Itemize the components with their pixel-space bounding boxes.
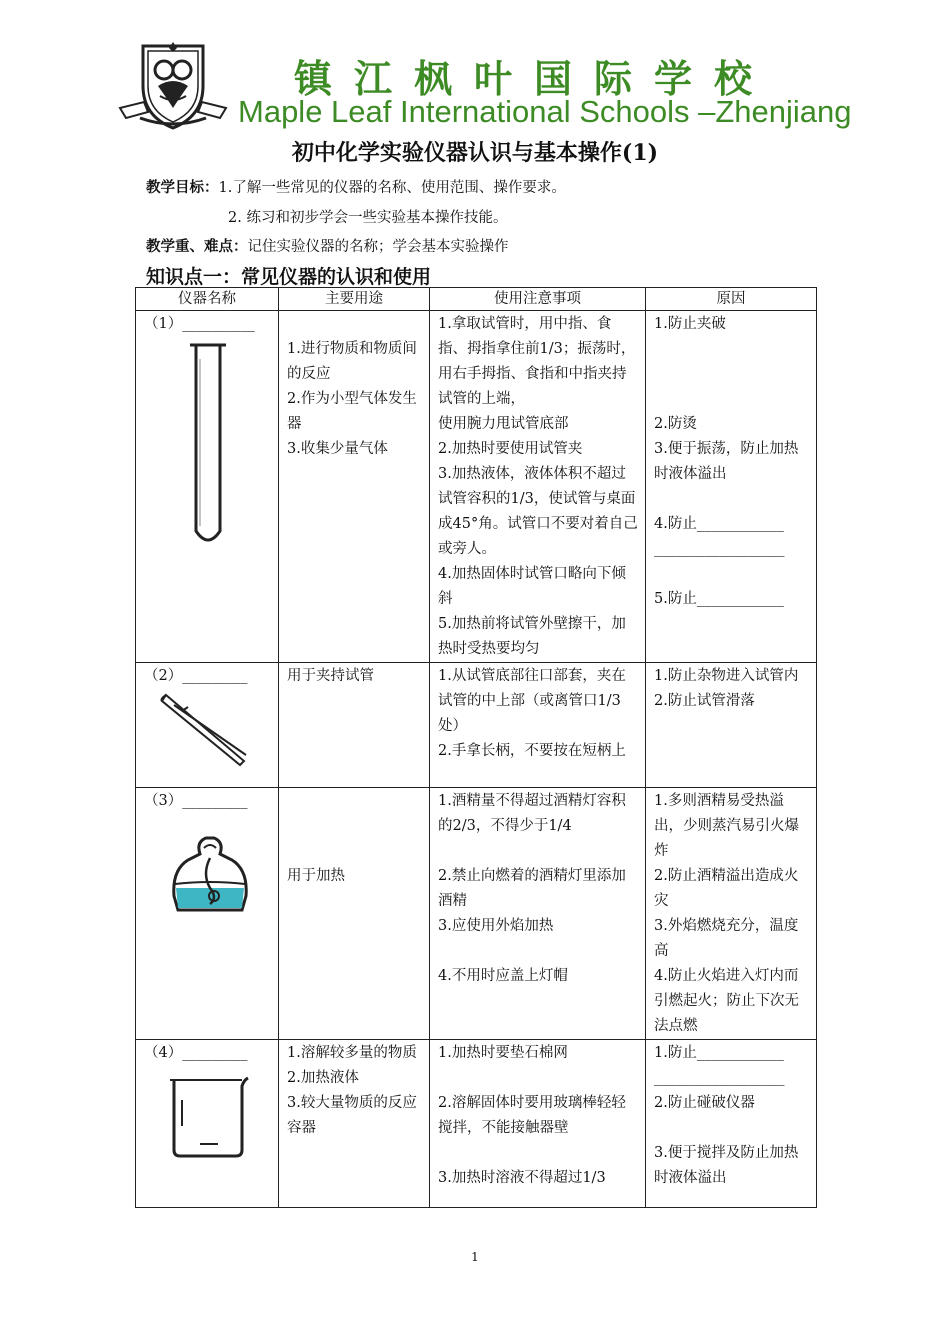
reason-item: 2.防烫 — [654, 416, 697, 432]
table-row — [136, 663, 817, 788]
use-item: 3.较大量物质的反应容器 — [287, 1095, 417, 1136]
note-item: 2.加热时要使用试管夹 — [438, 441, 583, 457]
test-tube-holder-icon — [144, 693, 264, 773]
school-logo-icon — [118, 38, 228, 130]
note-item: 2.手拿长柄，不要按在短柄上 — [438, 743, 626, 759]
page-number: 1 — [471, 1250, 479, 1264]
use-item: 3.收集少量气体 — [287, 441, 388, 457]
header-main-use: 主要用途 — [279, 288, 430, 311]
table-row — [136, 311, 817, 663]
instrument-name-cell — [136, 663, 279, 788]
reason-item: 2.防止试管滑落 — [654, 693, 755, 709]
reason-cell — [646, 663, 817, 788]
precautions-cell — [430, 311, 646, 663]
use-item: 2.加热液体 — [287, 1070, 359, 1086]
test-tube-icon — [144, 341, 264, 551]
main-use-cell — [279, 1040, 430, 1208]
instrument-name-blank: （2）_________ — [144, 668, 248, 684]
instrument-name-cell — [136, 1040, 279, 1208]
note-item: 使用腕力甩试管底部 — [438, 416, 569, 432]
precautions-cell — [430, 663, 646, 788]
teaching-goal-2: 2. 练习和初步学会一些实验基本操作技能。 — [228, 210, 508, 226]
note-item: 2.溶解固体时要用玻璃棒轻轻搅拌，不能接触器壁 — [438, 1095, 626, 1136]
note-item: 2.禁止向燃着的酒精灯里添加酒精 — [438, 868, 626, 909]
use-item: 1.溶解较多量的物质 — [287, 1045, 417, 1061]
header-instrument-name: 仪器名称 — [136, 288, 279, 311]
reason-item: 5.防止____________ — [654, 591, 784, 607]
school-name-cn: 镇江枫叶国际学校 — [294, 57, 775, 101]
instrument-name-cell — [136, 311, 279, 663]
reason-cell — [646, 788, 817, 1040]
note-item: 4.加热固体时试管口略向下倾斜 — [438, 566, 626, 607]
note-item: 4.不用时应盖上灯帽 — [438, 968, 568, 984]
precautions-cell — [430, 1040, 646, 1208]
reason-item: 3.便于搅拌及防止加热时液体溢出 — [654, 1145, 799, 1186]
school-name-en: Maple Leaf International Schools –Zhenjiang — [238, 94, 852, 129]
note-item: 3.加热时溶液不得超过1/3 — [438, 1170, 606, 1186]
teaching-goals-label: 教学目标： — [146, 179, 219, 196]
precautions-cell — [430, 788, 646, 1040]
table-row — [136, 1040, 817, 1208]
reason-item: 3.外焰燃烧充分，温度高 — [654, 918, 799, 959]
key-points-line — [146, 235, 509, 256]
header-precautions: 使用注意事项 — [430, 288, 646, 311]
use-item: 1.进行物质和物质间的反应 — [287, 341, 417, 382]
note-item: 3.应使用外焰加热 — [438, 918, 554, 934]
note-item: 1.酒精量不得超过酒精灯容积的2/3，不得少于1/4 — [438, 793, 626, 834]
note-item: 3.加热液体，液体体积不超过试管容积的1/3，使试管与桌面成45°角。试管口不要对着自己或旁人。 — [438, 466, 638, 557]
reason-item: 4.防止火焰进入灯内而引燃起火；防止下次无法点燃 — [654, 968, 799, 1034]
section-title: 知识点一：常见仪器的认识和使用 — [146, 266, 432, 288]
note-item: 1.加热时要垫石棉网 — [438, 1045, 568, 1061]
instrument-name-blank: （4）_________ — [144, 1045, 248, 1061]
instrument-table — [135, 287, 817, 1208]
note-item: 1.从试管底部往口部套，夹在试管的中上部（或离管口1/3处） — [438, 668, 626, 734]
note-item: 1.拿取试管时，用中指、食指、拇指拿住前1/3；振荡时，用右手拇指、食指和中指夹持试管的上端， — [438, 316, 636, 407]
alcohol-lamp-icon — [144, 818, 264, 918]
use-item: 2.作为小型气体发生器 — [287, 391, 417, 432]
reason-item: 1.防止夹破 — [654, 316, 726, 332]
table-header-row — [136, 288, 817, 311]
reason-item-blank: __________________ — [654, 1070, 785, 1086]
note-item: 5.加热前将试管外壁擦干，加热时受热要均匀 — [438, 616, 626, 657]
header-reason: 原因 — [646, 288, 817, 311]
table-row — [136, 788, 817, 1040]
main-use-cell — [279, 788, 430, 1040]
key-points-text: 记住实验仪器的名称；学会基本实验操作 — [247, 239, 509, 255]
key-points-label: 教学重、难点： — [146, 238, 248, 255]
reason-cell — [646, 311, 817, 663]
reason-item-blank: __________________ — [654, 541, 785, 557]
use-item: 用于加热 — [287, 868, 345, 884]
reason-item: 1.防止杂物进入试管内 — [654, 668, 799, 684]
reason-item: 1.多则酒精易受热溢出，少则蒸汽易引火爆炸 — [654, 793, 799, 859]
reason-item: 2.防止碰破仪器 — [654, 1095, 755, 1111]
teaching-goal-1: 1.了解一些常见的仪器的名称、使用范围、操作要求。 — [218, 180, 566, 196]
school-header — [118, 38, 852, 138]
reason-item: 3.便于振荡，防止加热时液体溢出 — [654, 441, 799, 482]
instrument-name-blank: （1）__________ — [144, 316, 255, 332]
page-title: 初中化学实验仪器认识与基本操作(1) — [291, 140, 659, 166]
main-use-cell — [279, 663, 430, 788]
instrument-name-cell — [136, 788, 279, 1040]
use-item: 用于夹持试管 — [287, 668, 374, 684]
reason-cell — [646, 1040, 817, 1208]
instrument-name-blank: （3）_________ — [144, 793, 248, 809]
main-use-cell — [279, 311, 430, 663]
reason-item: 2.防止酒精溢出造成火灾 — [654, 868, 799, 909]
reason-item: 4.防止____________ — [654, 516, 784, 532]
beaker-icon — [144, 1070, 264, 1160]
reason-item: 1.防止____________ — [654, 1045, 784, 1061]
teaching-goals-line-1 — [146, 176, 566, 197]
